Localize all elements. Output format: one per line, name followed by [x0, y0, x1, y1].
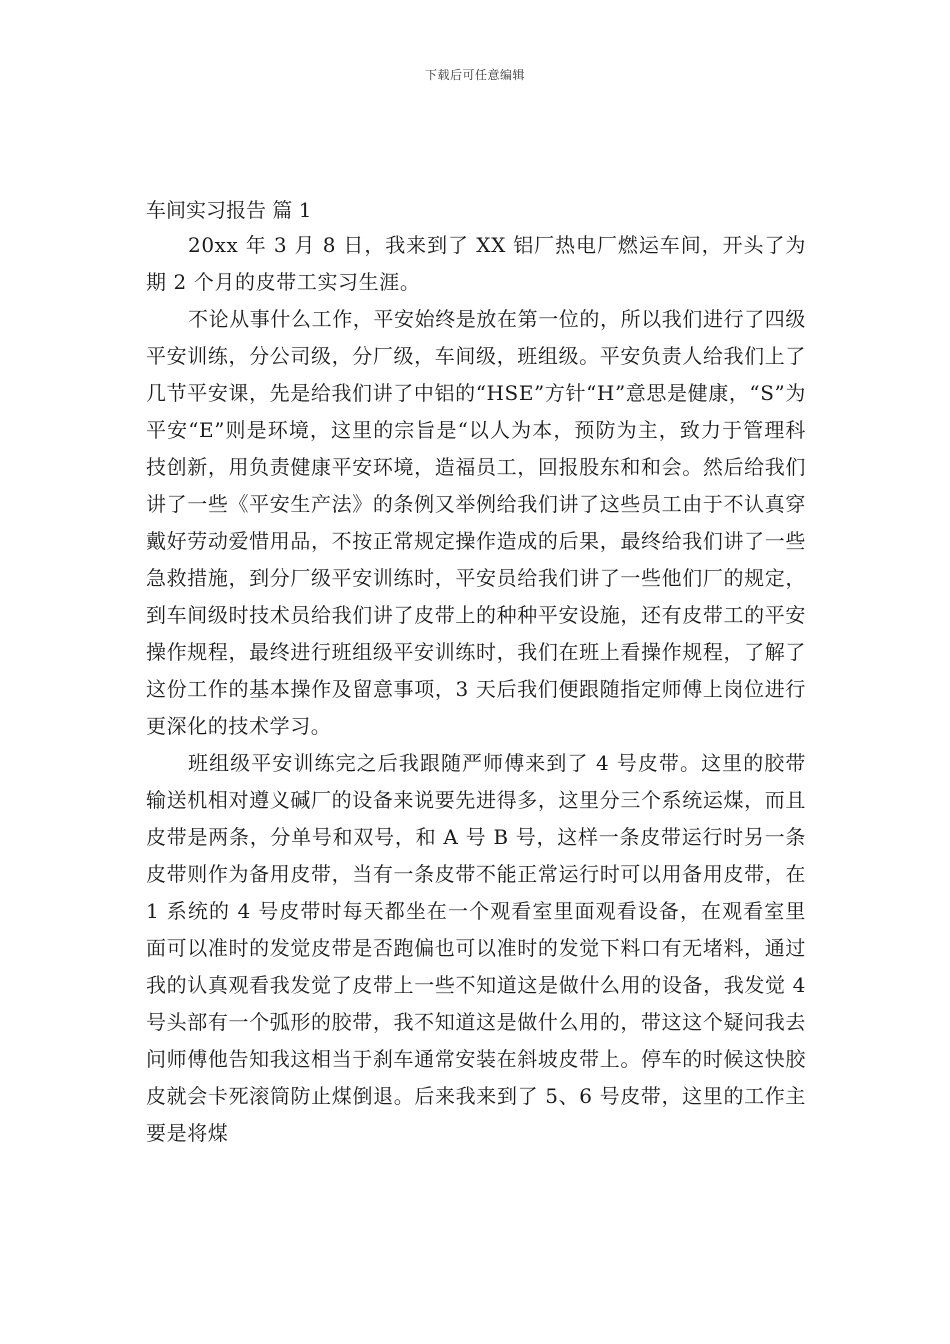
paragraph-3: 班组级平安训练完之后我跟随严师傅来到了 4 号皮带。这里的胶带输送机相对遵义碱厂的设备来说要先进得多，这里分三个系统运煤，而且皮带是两条，分单号和双号，和 A 号 B 号，这样一条皮带运行时另一条皮带则作为备用皮带，当有一条皮带不能正常运行时可以用备用皮带，在 1 系统的 4 号皮带时每天都坐在一个观看室里面观看设备，在观看室里面可以准时的发觉皮带是否跑偏也可以准时的发觉下料口有无堵料，通过我的认真观看我发觉了皮带上一些不知道这是做什么用的设备，我发觉 4 号头部有一个弧形的胶带，我不知道这是做什么用的，带这这个疑问我去问师傅他告知我这相当于刹车通常安装在斜坡皮带上。停车的时候这快胶皮就会卡死滚筒防止煤倒退。后来我来到了 5、6 号皮带，这里的工作主要是将煤 — [146, 751, 806, 1145]
document-title: 车间实习报告 篇 1 — [146, 198, 312, 222]
document-body — [146, 193, 806, 1152]
paragraph-2: 不论从事什么工作，平安始终是放在第一位的，所以我们进行了四级平安训练，分公司级，分厂级，车间级，班组级。平安负责人给我们上了几节平安课，先是给我们讲了中铝的“HSE”方针“H”意思是健康，“S”为平安“E”则是环境，这里的宗旨是“以人为本，预防为主，致力于管理科技创新，用负责健康平安环境，造福员工，回报股东和和会。然后给我们讲了一些《平安生产法》的条例又举例给我们讲了这些员工由于不认真穿戴好劳动爱惜用品，不按正常规定操作造成的后果，最终给我们讲了一些急救措施，到分厂级平安训练时，平安员给我们讲了一些他们厂的规定，到车间级时技术员给我们讲了皮带上的种种平安设施，还有皮带工的平安操作规程，最终进行班组级平安训练时，我们在班上看操作规程，了解了这份工作的基本操作及留意事项，3 天后我们便跟随指定师傅上岗位进行更深化的技术学习。 — [146, 307, 806, 738]
header-note: 下载后可任意编辑 — [424, 68, 525, 82]
paragraph-1: 20xx 年 3 月 8 日，我来到了 XX 铝厂热电厂燃运车间，开头了为期 2 个月的皮带工实习生涯。 — [146, 233, 806, 294]
